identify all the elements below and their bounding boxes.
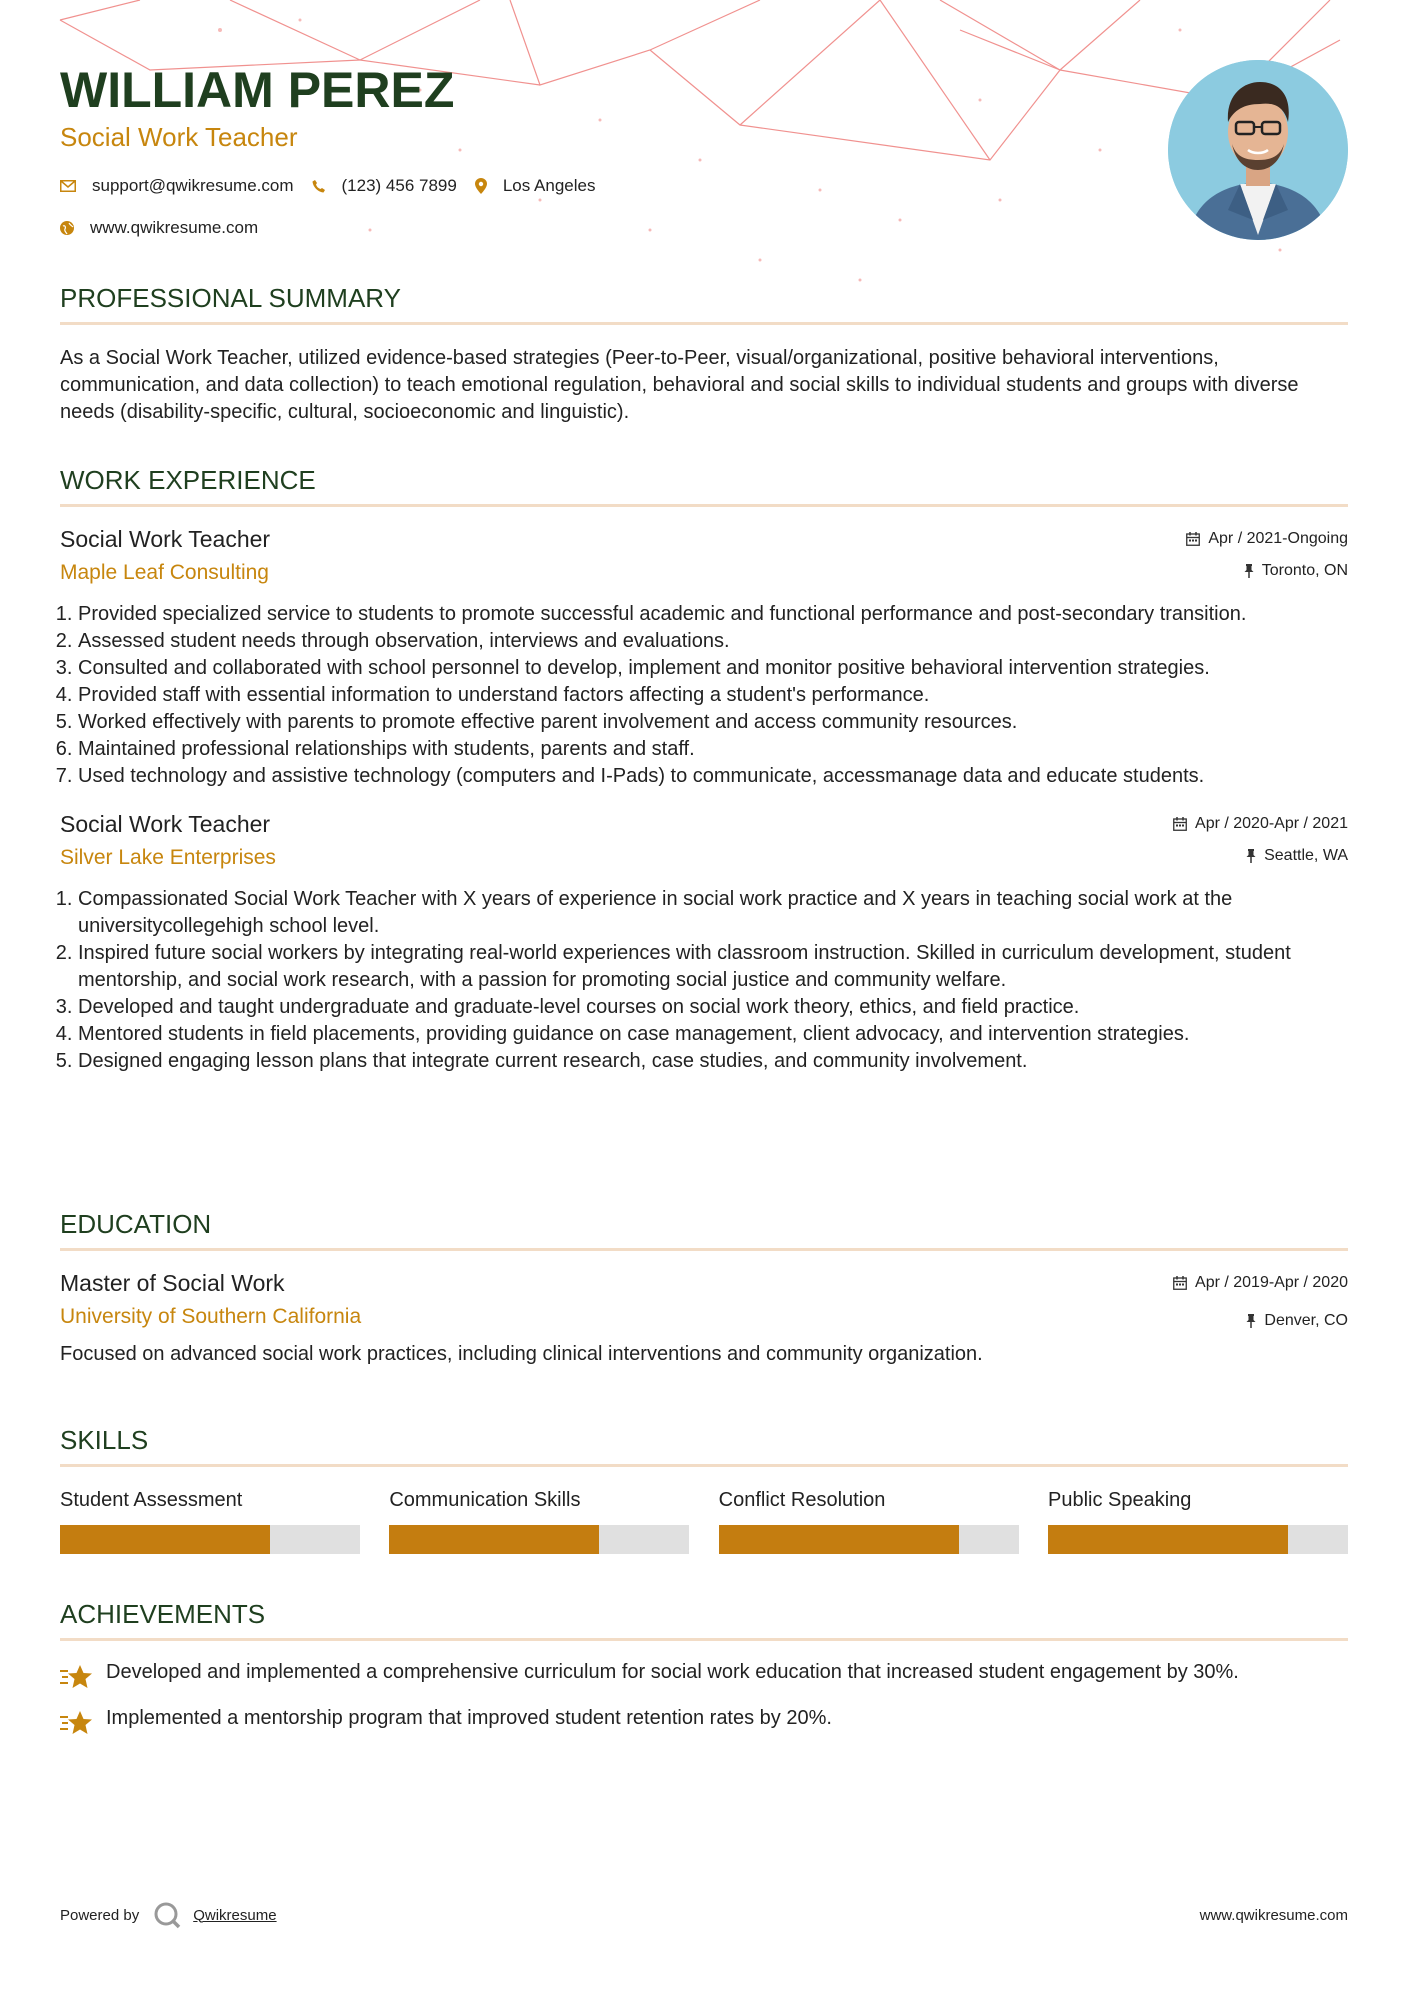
- pushpin-icon: [1244, 564, 1254, 578]
- job-duties-list: [60, 886, 1348, 1075]
- skill-item: [719, 1487, 1019, 1554]
- footer-website[interactable]: www.qwikresume.com: [1199, 1906, 1348, 1924]
- achievement-item: [60, 1659, 1348, 1691]
- achievement-item: [60, 1705, 1348, 1737]
- skills-section: [60, 1424, 1348, 1554]
- powered-by-label: Powered by: [60, 1906, 140, 1924]
- job-entry: [60, 525, 1348, 790]
- list-item: 2. Assessed student needs through observation, interviews and evaluations.: [78, 628, 1348, 655]
- contact-website[interactable]: [60, 216, 1160, 240]
- job-title: Social Work Teacher: [60, 811, 271, 837]
- calendar-icon: [1173, 817, 1187, 831]
- list-item: 6. Maintained professional relationships with students, parents and staff.: [78, 736, 1348, 763]
- candidate-role: Social Work Teacher: [60, 122, 298, 152]
- job-location: Toronto, ON: [1261, 562, 1348, 579]
- email-text: support@qwikresume.com: [92, 176, 294, 195]
- education-meta: [1173, 1273, 1348, 1331]
- page-footer: [60, 1900, 1348, 1930]
- education-location: Denver, CO: [1264, 1312, 1348, 1329]
- skill-bar-fill: [1048, 1525, 1288, 1554]
- degree-title: Master of Social Work: [60, 1270, 285, 1296]
- star-award-icon: [60, 1663, 94, 1691]
- job-header: [60, 525, 1348, 589]
- brand-link[interactable]: Qwikresume: [193, 1906, 277, 1924]
- education-dates: Apr / 2019-Apr / 2020: [1195, 1274, 1348, 1291]
- pushpin-icon: [1246, 849, 1256, 863]
- section-divider: [60, 1464, 1348, 1467]
- skill-name: Public Speaking: [1047, 1489, 1192, 1511]
- education-description: Focused on advanced social work practices, including clinical interventions and community organization.: [60, 1343, 983, 1365]
- school-name: University of Southern California: [60, 1305, 362, 1328]
- star-award-icon: [60, 1709, 94, 1737]
- calendar-icon: [1173, 1276, 1187, 1290]
- skill-bar-fill: [719, 1525, 959, 1554]
- education-heading: EDUCATION: [60, 1209, 212, 1239]
- experience-heading: WORK EXPERIENCE: [60, 465, 316, 495]
- location-pin-icon: [475, 178, 487, 194]
- profile-photo: [1168, 60, 1348, 240]
- contact-phone[interactable]: [312, 176, 457, 196]
- list-item: 7. Used technology and assistive technology (computers and I-Pads) to communicate, accessmanage data and educate students.: [78, 763, 1348, 790]
- skill-bar: [1048, 1525, 1348, 1554]
- job-duties-list: [60, 601, 1348, 790]
- globe-icon: [60, 221, 74, 235]
- experience-section: [60, 464, 1348, 1075]
- list-item: 1. Compassionated Social Work Teacher with X years of experience in social work practice and X years in teaching social work at the universitycollegehigh school level.: [78, 886, 1348, 940]
- list-item: 5. Designed engaging lesson plans that integrate current research, case studies, and community involvement.: [78, 1048, 1348, 1075]
- pushpin-icon: [1246, 1314, 1256, 1328]
- skill-item: [60, 1487, 360, 1554]
- section-divider: [60, 504, 1348, 507]
- job-company: Maple Leaf Consulting: [60, 561, 269, 584]
- qwikresume-logo-icon: [153, 1901, 183, 1929]
- contact-location: [475, 176, 596, 196]
- section-divider: [60, 322, 1348, 325]
- job-title: Social Work Teacher: [60, 526, 271, 552]
- education-section: [60, 1208, 1348, 1368]
- contact-email[interactable]: [60, 176, 294, 196]
- skill-bar-fill: [389, 1525, 599, 1554]
- skill-name: Communication Skills: [389, 1489, 581, 1511]
- list-item: 4. Provided staff with essential information to understand factors affecting a student's performance.: [78, 682, 1348, 709]
- job-location: Seattle, WA: [1264, 847, 1348, 864]
- email-icon: [60, 180, 76, 192]
- list-item: 2. Inspired future social workers by integrating real-world experiences with classroom instruction. Skilled in curriculum development, student mentorship, and social work research, with a passion for promoting social justice and community welfare.: [78, 940, 1348, 994]
- resume-header: [60, 60, 1160, 240]
- job-dates: Apr / 2020-Apr / 2021: [1195, 815, 1348, 832]
- skills-heading: SKILLS: [60, 1425, 149, 1455]
- job-meta: [1173, 814, 1348, 866]
- job-entry: [60, 810, 1348, 1075]
- calendar-icon: [1186, 532, 1200, 546]
- achievement-text: Developed and implemented a comprehensive curriculum for social work education that increased student engagement by 30%.: [106, 1661, 1239, 1683]
- list-item: 5. Worked effectively with parents to promote effective parent involvement and access community resources.: [78, 709, 1348, 736]
- job-dates: Apr / 2021-Ongoing: [1208, 530, 1348, 547]
- job-meta: [1186, 529, 1348, 581]
- section-divider: [60, 1638, 1348, 1641]
- contact-row: [60, 174, 1160, 198]
- phone-text: (123) 456 7899: [341, 176, 457, 195]
- phone-icon: [312, 179, 326, 193]
- skill-bar: [719, 1525, 1019, 1554]
- skill-bar-fill: [60, 1525, 270, 1554]
- skill-name: Student Assessment: [60, 1489, 243, 1511]
- achievements-heading: ACHIEVEMENTS: [60, 1599, 266, 1629]
- list-item: 4. Mentored students in field placements, providing guidance on case management, client advocacy, and intervention strategies.: [78, 1021, 1348, 1048]
- avatar-illustration: [1168, 60, 1348, 240]
- job-header: [60, 810, 1348, 874]
- skill-name: Conflict Resolution: [718, 1489, 886, 1511]
- skill-bar: [60, 1525, 360, 1554]
- section-divider: [60, 1248, 1348, 1251]
- skill-bar: [389, 1525, 689, 1554]
- website-text: www.qwikresume.com: [90, 218, 259, 237]
- list-item: 3. Developed and taught undergraduate and graduate-level courses on social work theory, ethics, and field practice.: [78, 994, 1348, 1021]
- achievements-section: [60, 1598, 1348, 1737]
- list-item: 3. Consulted and collaborated with school personnel to develop, implement and monitor positive behavioral intervention strategies.: [78, 655, 1348, 682]
- achievement-text: Implemented a mentorship program that improved student retention rates by 20%.: [106, 1707, 832, 1729]
- skill-item: [389, 1487, 689, 1554]
- summary-text: As a Social Work Teacher, utilized evidence-based strategies (Peer-to-Peer, visual/organizational, positive behavioral interventions, communication, and data collection) to teach emotional regulation, behavioral and social skills to individual students and groups with diverse needs (disability-specific, cultural, socioeconomic and linguistic).: [60, 347, 1299, 423]
- location-text: Los Angeles: [502, 176, 596, 195]
- powered-by: [60, 1901, 277, 1929]
- candidate-name: WILLIAM PEREZ: [60, 62, 455, 118]
- job-company: Silver Lake Enterprises: [60, 846, 276, 869]
- skill-item: [1048, 1487, 1348, 1554]
- list-item: 1. Provided specialized service to students to promote successful academic and functional performance and post-secondary transition.: [78, 601, 1348, 628]
- skills-list: [60, 1487, 1348, 1554]
- summary-section: [60, 282, 1348, 426]
- summary-heading: PROFESSIONAL SUMMARY: [60, 283, 401, 313]
- education-header: [60, 1269, 1348, 1333]
